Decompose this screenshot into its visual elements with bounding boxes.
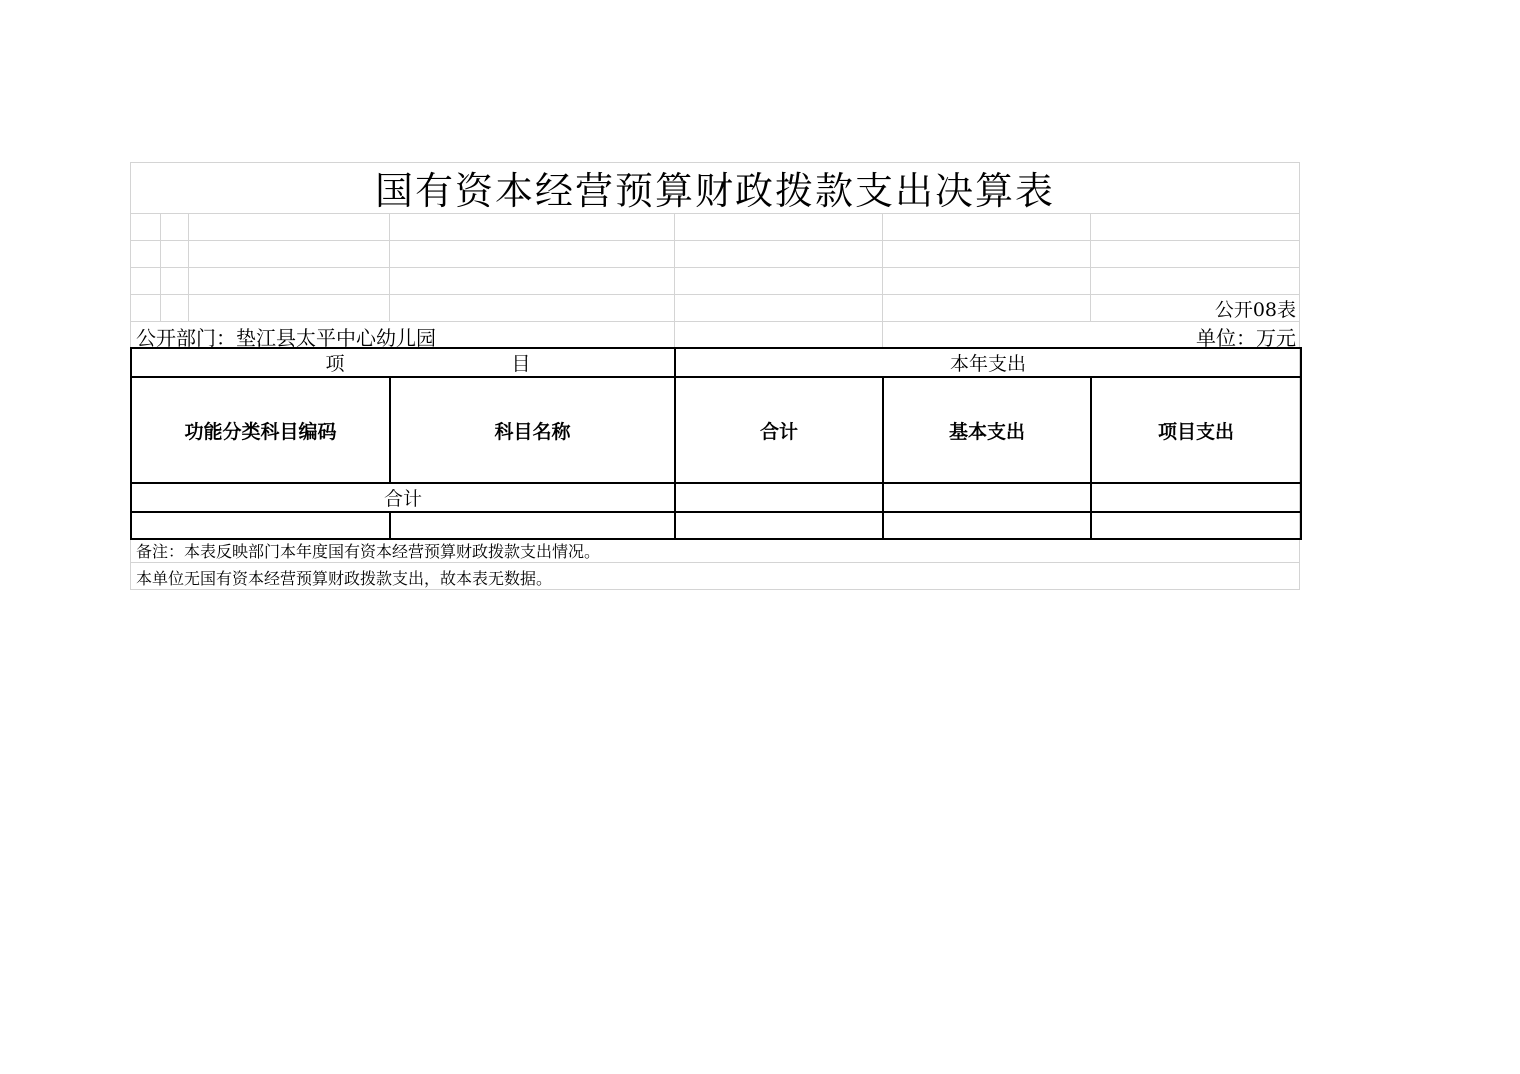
page-title: 国有资本经营预算财政拨款支出决算表 <box>374 169 1055 213</box>
empty-cell[interactable] <box>883 512 1091 539</box>
item-header-right: 目 <box>511 353 531 375</box>
empty-cell[interactable] <box>131 512 390 539</box>
total-row-label: 合计 <box>131 483 675 512</box>
header-row-columns <box>131 377 1301 483</box>
total-row-basic[interactable] <box>883 483 1091 512</box>
col-code-header: 功能分类科目编码 <box>131 377 390 483</box>
note-line-1: 备注：本表反映部门本年度国有资本经营预算财政拨款支出情况。 <box>136 542 601 561</box>
col-total-header: 合计 <box>675 377 883 483</box>
item-header-left: 项 <box>325 353 345 375</box>
empty-cell[interactable] <box>1091 512 1301 539</box>
total-row-project[interactable] <box>1091 483 1301 512</box>
header-row-top <box>131 348 1301 377</box>
total-row <box>131 483 1301 512</box>
col-basic-header: 基本支出 <box>883 377 1091 483</box>
form-number: 公开08表 <box>1214 299 1296 321</box>
col-project-header: 项目支出 <box>1091 377 1301 483</box>
col-name-header: 科目名称 <box>390 377 675 483</box>
total-row-total[interactable] <box>675 483 883 512</box>
department-label: 公开部门：垫江县太平中心幼儿园 <box>136 326 436 350</box>
table-row <box>131 512 1301 539</box>
current-year-header: 本年支出 <box>675 348 1301 377</box>
budget-table <box>130 347 1302 540</box>
item-header <box>131 348 675 377</box>
unit-label: 单位：万元 <box>1196 326 1296 350</box>
empty-cell[interactable] <box>675 512 883 539</box>
empty-cell[interactable] <box>390 512 675 539</box>
note-line-2: 本单位无国有资本经营预算财政拨款支出，故本表无数据。 <box>136 569 553 588</box>
